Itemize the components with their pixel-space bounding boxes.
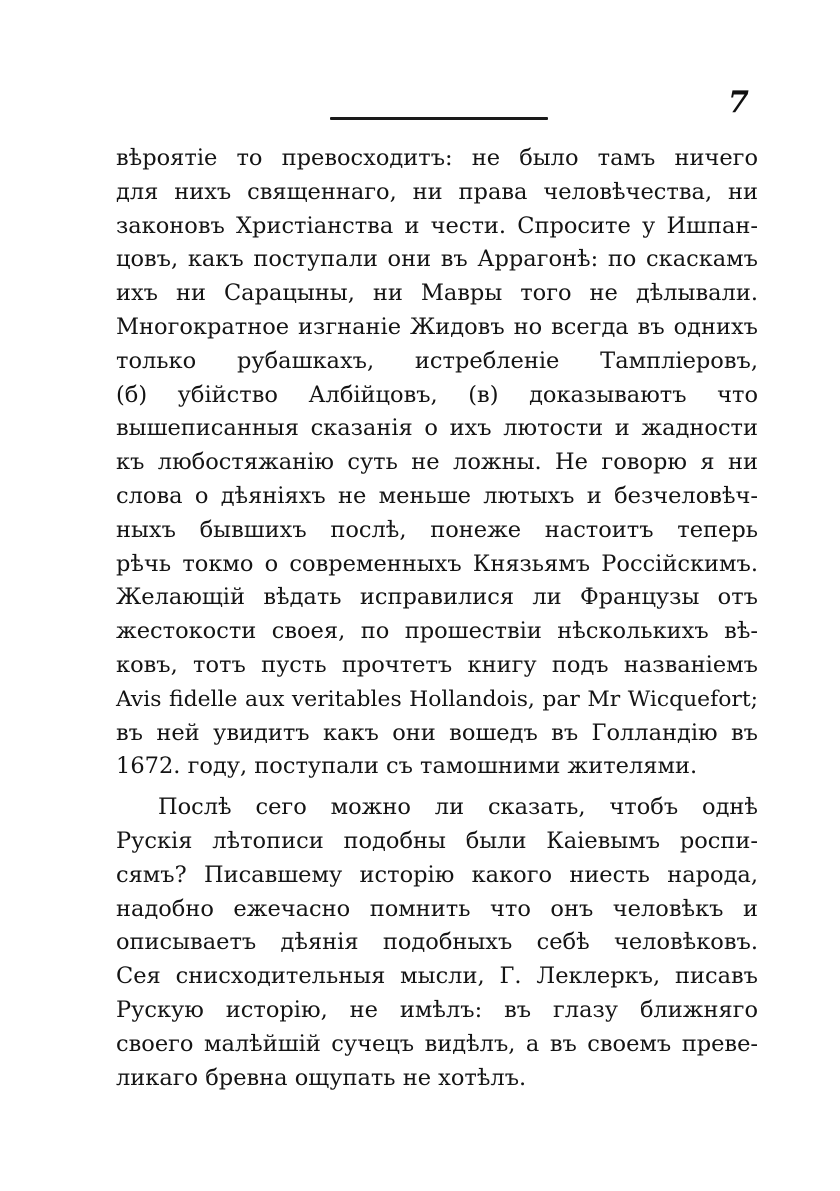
text-line: законовъ Христіанства и чести. Спросите у Ишпан- [116,212,758,239]
text-line: надобно ежечасно помнить что онъ человѣкъ и [116,895,758,922]
text-line: ныхъ бывшихъ послѣ, понеже настоитъ теперь [116,516,758,543]
page-number: 7 [728,85,749,120]
text-line: ликаго бревна ощупать не хотѣлъ. [116,1064,527,1091]
text-line: Avis fidelle aux veritables Hollandois, par Mr Wicquefort; [116,686,758,712]
text-line: (б) убійство Албійцовъ, (в) доказываютъ что [116,381,758,408]
text-line: въ ней увидитъ какъ они вошедъ въ Голландію въ [116,719,758,746]
text-line: Рускую исторію, не имѣлъ: въ глазу ближняго [116,996,758,1023]
text-line: жестокости своея, по прошествіи нѣсколькихъ вѣ- [116,618,758,645]
text-line: рѣчь токмо о современныхъ Князьямъ Россійскимъ. [116,550,758,577]
text-line: къ любостяжанію суть не ложны. Не говорю я ни [116,449,758,476]
text-line: вѣроятіе то превосходитъ: не было тамъ ничего [116,145,758,171]
text-line: 1672. году, поступали съ тамошними жителями. [116,753,698,780]
text-line: своего малѣйшій сучецъ видѣлъ, а въ своемъ преве- [116,1030,758,1057]
text-line: Послѣ сего можно ли сказать, чтобъ однѣ [158,794,758,821]
text-line: цовъ, какъ поступали они въ Аррагонѣ: по скаскамъ [116,246,758,273]
header-rule [330,117,548,120]
text-line: Сея снисходительныя мысли, Г. Леклеркъ, писавъ [116,963,758,990]
paragraph-1 [116,142,758,784]
text-line: Желающій вѣдать исправилися ли Французы отъ [116,584,758,611]
paragraph-2 [116,791,758,1095]
text-line: ихъ ни Сарацыны, ни Мавры того не дѣлывали. [116,280,758,307]
text-line: Многократное изгнаніе Жидовъ но всегда въ однихъ [116,313,758,340]
body-text [116,142,758,1095]
text-line: только рубашкахъ, истребленіе Тамплiеровъ, [116,347,758,374]
text-line: сямъ? Писавшему исторію какого ниесть народа, [116,861,758,888]
text-line: для нихъ священнаго, ни права человѣчества, ни [116,178,758,205]
text-line: вышеписанныя сказанія о ихъ лютости и жадности [116,415,758,442]
text-line: описываетъ дѣянія подобныхъ себѣ человѣковъ. [116,929,758,956]
paragraph-gap [116,784,758,791]
text-line: Рускія лѣтописи подобны были Каіевымъ роспи- [116,827,758,854]
text-line: ковъ, тотъ пусть прочтетъ книгу подъ названіемъ [116,651,758,678]
text-line: слова о дѣяніяхъ не меньше лютыхъ и безчеловѣч- [116,482,758,509]
